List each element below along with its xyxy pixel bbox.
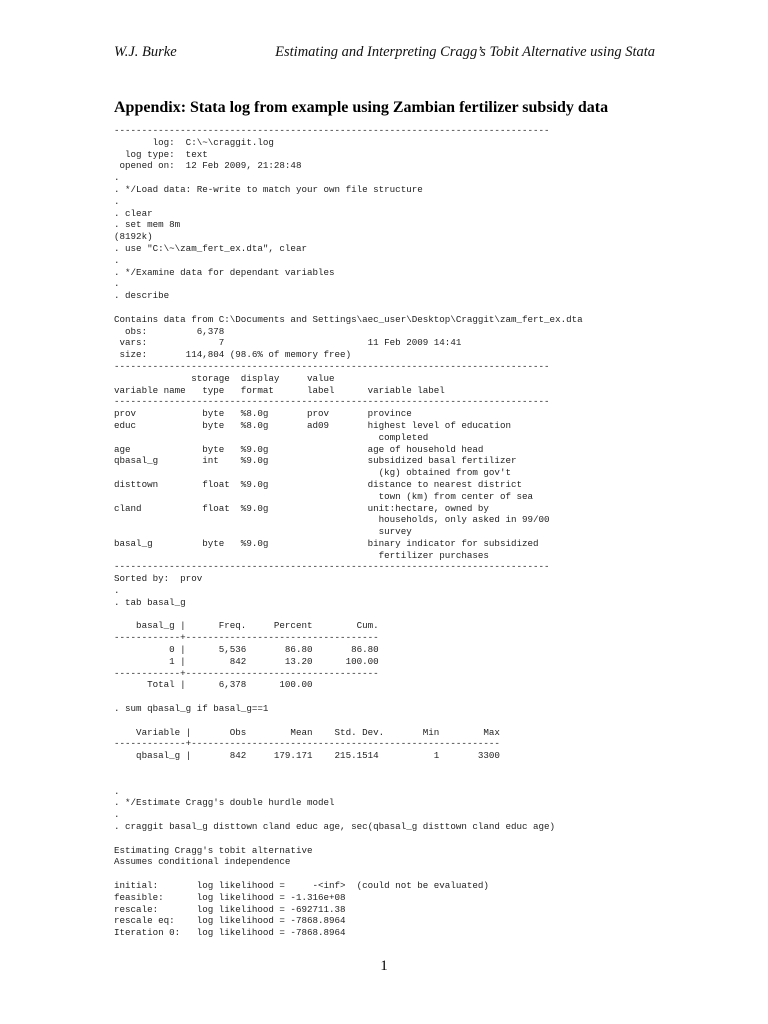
log-line: age byte %9.0g age of household head [114,443,484,455]
log-line [114,609,583,621]
log-line [114,868,583,880]
log-line: Assumes conditional independence [114,856,291,868]
log-line: . set mem 8m [114,219,181,231]
log-line: fertilizer purchases [114,549,489,561]
log-line: . clear [114,207,153,219]
log-line: ------------+----------------------------------- [114,632,379,644]
log-line: (kg) obtained from gov't [114,467,511,479]
log-line: . craggit basal_g disttown cland educ age, sec(qbasal_g disttown cland educ age) [114,821,556,833]
log-line: ------------+----------------------------------- [114,667,379,679]
log-line: . [114,585,120,597]
log-line: qbasal_g | 842 179.171 215.1514 1 3300 [114,750,500,762]
log-line: prov byte %8.0g prov province [114,408,412,420]
log-line: qbasal_g int %9.0g subsidized basal fertilizer [114,455,517,467]
log-line: completed [114,431,429,443]
running-header-title: Estimating and Interpreting Cragg’s Tobit Alternative using Stata [275,44,655,60]
log-line: Sorted by: prov [114,573,203,585]
log-line: basal_g byte %9.0g binary indicator for subsidized [114,537,539,549]
log-line: Contains data from C:\Documents and Settings\aec_user\Desktop\Craggit\zam_fert_ex.dta [114,313,583,325]
log-line: feasible: log likelihood = -1.316e+08 [114,891,346,903]
log-line: . describe [114,290,170,302]
log-line: . tab basal_g [114,596,186,608]
log-line: . [114,278,120,290]
log-line: . use "C:\~\zam_fert_ex.dta", clear [114,242,307,254]
log-line: size: 114,804 (98.6% of memory free) [114,349,352,361]
log-line: (8192k) [114,231,153,243]
log-line: . */Examine data for dependant variables [114,266,335,278]
log-line: Total | 6,378 100.00 [114,679,313,691]
log-line: rescale eq: log likelihood = -7868.8964 [114,915,346,927]
log-line: households, only asked in 99/00 [114,514,550,526]
log-line: . sum qbasal_g if basal_g==1 [114,703,269,715]
log-line: Estimating Cragg's tobit alternative [114,844,313,856]
log-line: obs: 6,378 [114,325,225,337]
log-line: ------------------------------------------------------------------------------- [114,561,550,573]
log-line: log type: text [114,148,208,160]
log-line: rescale: log likelihood = -692711.38 [114,903,346,915]
log-line: . */Load data: Re-write to match your own file structure [114,183,423,195]
log-line: 1 | 842 13.20 100.00 [114,655,379,667]
log-line: ------------------------------------------------------------------------------- [114,396,550,408]
log-line: log: C:\~\craggit.log [114,136,274,148]
log-line: survey [114,526,412,538]
log-line: . [114,254,120,266]
appendix-title: Appendix: Stata log from example using Zambian fertilizer subsidy data [114,99,609,116]
log-line: basal_g | Freq. Percent Cum. [114,620,379,632]
log-line: opened on: 12 Feb 2009, 21:28:48 [114,160,302,172]
log-line: Iteration 0: log likelihood = -7868.8964 [114,927,346,939]
log-line [114,833,583,845]
log-line [114,774,583,786]
log-line: . [114,785,120,797]
log-line [114,691,583,703]
log-line: storage display value [114,372,335,384]
log-line: Variable | Obs Mean Std. Dev. Min Max [114,726,500,738]
log-line: town (km) from center of sea [114,490,534,502]
log-line: -------------+-------------------------------------------------------- [114,738,500,750]
log-line: . */Estimate Cragg's double hurdle model [114,797,335,809]
stata-log [114,125,583,939]
page-number: 1 [380,958,388,974]
log-line: initial: log likelihood = -<inf> (could not be evaluated) [114,880,489,891]
log-line: . [114,809,120,821]
log-line: ------------------------------------------------------------------------------- [114,360,550,372]
log-line [114,762,583,774]
log-line: ------------------------------------------------------------------------------- [114,125,550,136]
log-line [114,715,583,727]
log-line: 0 | 5,536 86.80 86.80 [114,644,379,656]
log-line: vars: 7 11 Feb 2009 14:41 [114,337,462,349]
running-header-author: W.J. Burke [114,44,177,60]
log-line: . [114,172,120,184]
log-line: educ byte %8.0g ad09 highest level of education [114,419,511,431]
log-line: disttown float %9.0g distance to nearest district [114,478,522,490]
log-line: . [114,195,120,207]
log-line [114,302,583,314]
log-line: variable name type format label variable label [114,384,445,396]
log-line: cland float %9.0g unit:hectare, owned by [114,502,489,514]
